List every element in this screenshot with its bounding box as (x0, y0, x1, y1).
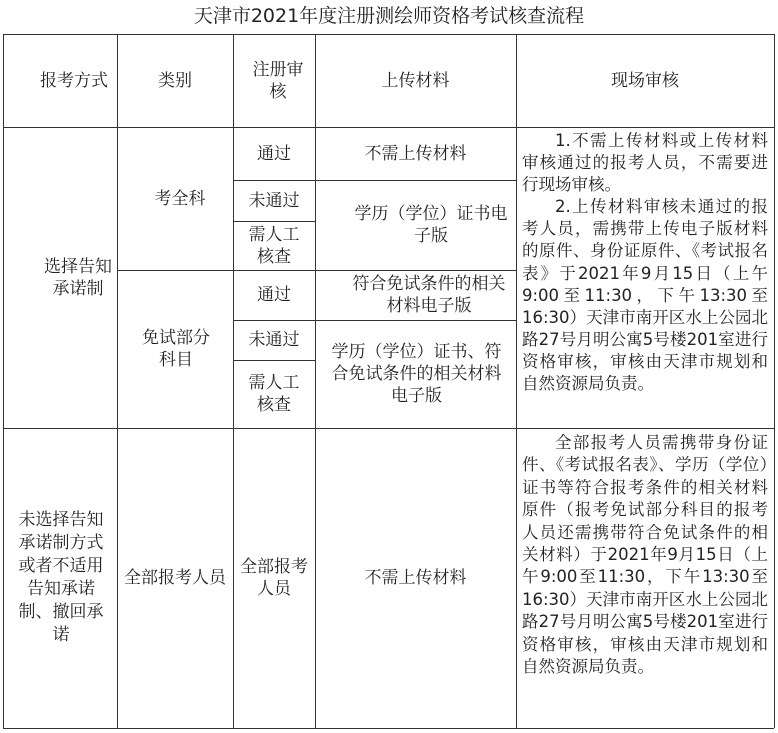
upload-degree-and-exemption: 学历（学位）证书、符合免试条件的相关材料电子版 (331, 342, 502, 406)
category-all-candidates: 全部报考人员 (124, 568, 226, 588)
review-all-candidates: 全部报考人员 (240, 557, 308, 599)
header-registration-review: 注册审核 (252, 59, 304, 102)
header-method: 报考方式 (40, 70, 108, 91)
onsite-review-note-1: 1.不需上传材料或上传材料审核通过的报考人员，不需要进行现场审核。 (522, 131, 768, 195)
review-manual-check: 需人工核查 (248, 373, 300, 415)
table-border-right (774, 34, 775, 728)
category-exempt-subjects: 免试部分科目 (142, 328, 210, 370)
onsite-review-commitment (522, 130, 768, 395)
onsite-review-note-2: 2.上传材料审核未通过的报考人员，需携带上传电子版材料的原件、身份证原件、《考试报名表》于2021年9月15日（上午9:00至11:30，下午13:30至16:30）天津市南开区水上公园北路27号月明公寓5号楼201室进行资格审核，审核由天津市规划和自然资源局负责。 (522, 197, 768, 394)
review-failed: 未通过 (248, 190, 300, 211)
review-passed: 通过 (257, 285, 291, 305)
onsite-review-note: 全部报考人员需携带身份证件、《考试报名表》、学历（学位）证书等符合报考条件的相关材料原件（报考免试部分科目的报考人员还需携带符合免试条件的相关材料）于2021年9月15日（上午9:00至11:30，下午13:30至16:30）天津市南开区水上公园北路27号月明公寓5号楼201室进行资格审核，审核由天津市规划和自然资源局负责。 (522, 433, 768, 677)
method-no-commitment: 未选择告知承诺制方式或者不适用告知承诺制、撤回承诺 (18, 510, 104, 645)
table-border-left (3, 34, 4, 728)
onsite-review-all (522, 432, 768, 678)
upload-degree-certificate: 学历（学位）证书电子版 (354, 204, 508, 246)
upload-exemption-materials: 符合免试条件的相关材料电子版 (352, 274, 506, 316)
table-border-bottom (3, 728, 774, 729)
header-upload-materials: 上传材料 (381, 70, 450, 91)
column-divider (516, 34, 517, 728)
review-passed: 通过 (257, 143, 291, 164)
method-commitment: 选择告知承诺制 (44, 256, 112, 299)
header-category: 类别 (158, 70, 192, 91)
header-onsite-review: 现场审核 (611, 70, 679, 91)
column-divider (117, 34, 118, 728)
review-manual-check: 需人工核查 (248, 224, 300, 267)
category-full-subjects: 考全科 (154, 188, 206, 209)
page-title: 天津市2021年度注册测绘师资格考试核查流程 (193, 5, 585, 27)
upload-not-required: 不需上传材料 (364, 143, 467, 164)
review-failed: 未通过 (248, 330, 300, 350)
upload-not-required: 不需上传材料 (364, 568, 467, 588)
